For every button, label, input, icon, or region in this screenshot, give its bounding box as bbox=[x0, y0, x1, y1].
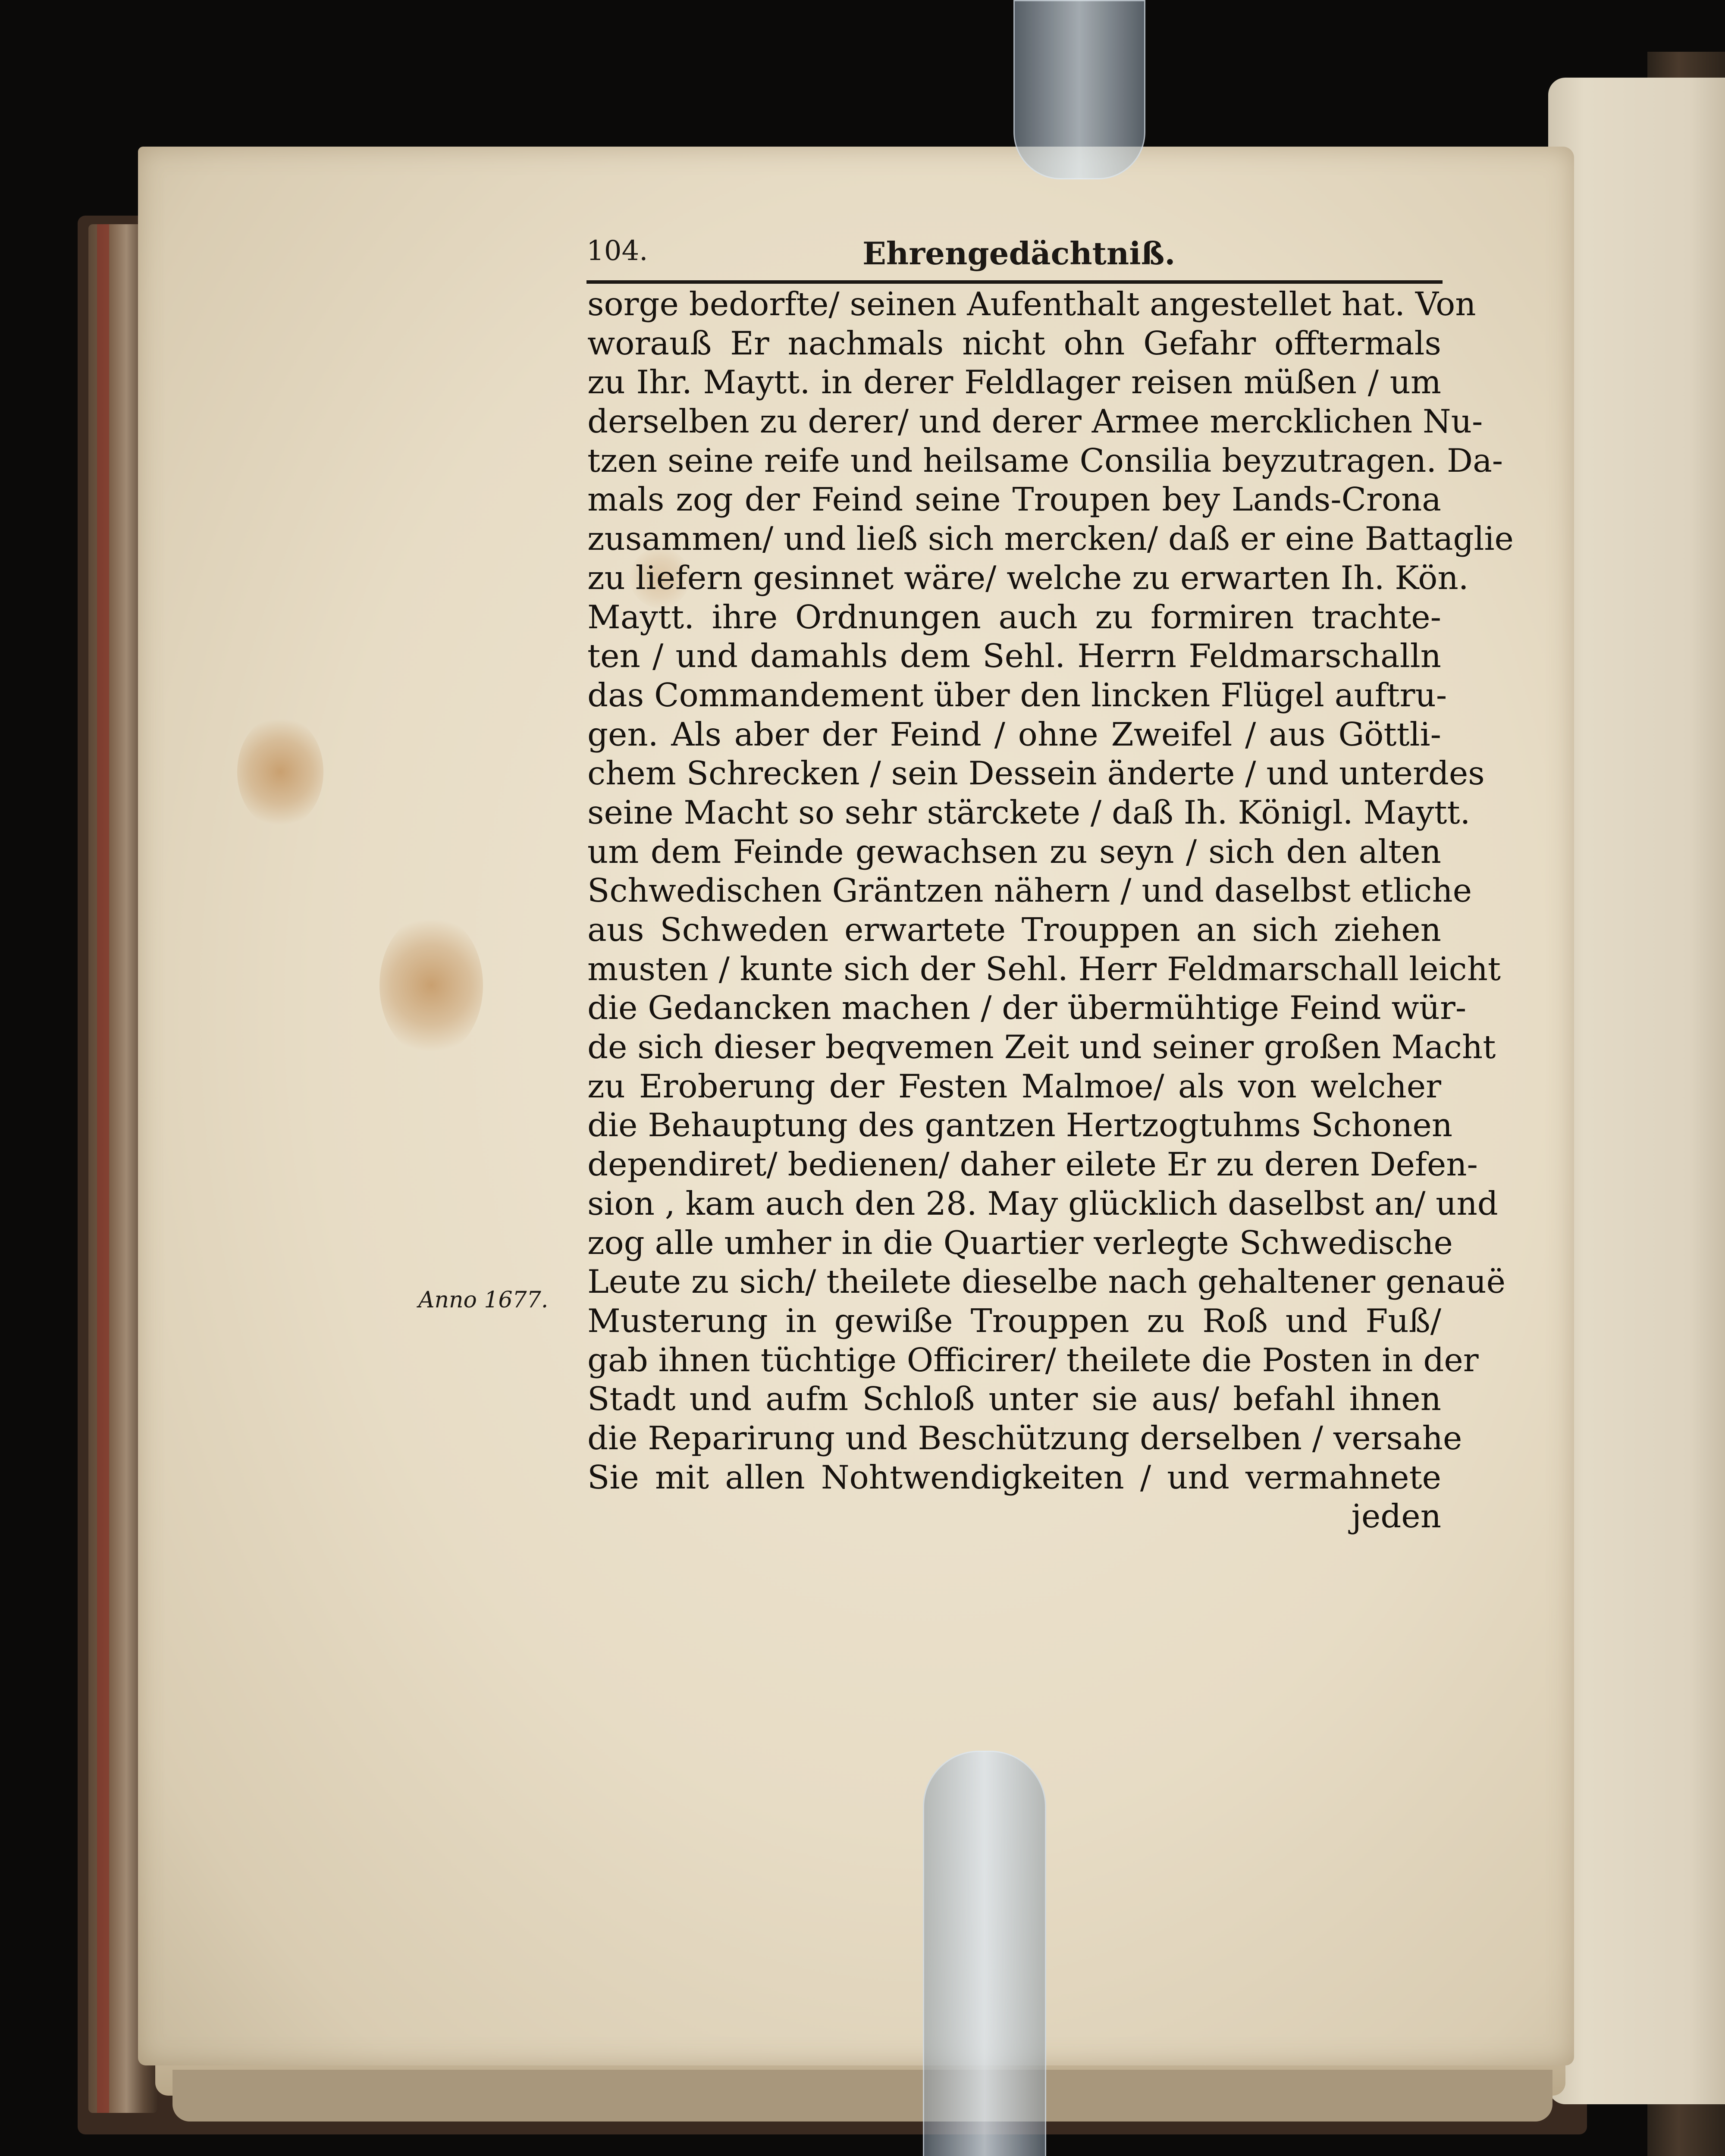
page-header bbox=[586, 235, 1449, 287]
text-line: die Gedancken machen / der übermühtige Feind wür- bbox=[587, 989, 1467, 1027]
page-stack-edge-lower bbox=[172, 2070, 1552, 2122]
text-line: zusammen/ und ließ sich mercken/ daß er eine Battaglie bbox=[587, 520, 1514, 558]
header-rule bbox=[586, 280, 1443, 284]
text-line: das Commandement über den lincken Flügel auftru- bbox=[587, 676, 1447, 714]
text-line: Leute zu sich/ theilete dieselbe nach gehaltener genauë bbox=[587, 1263, 1506, 1301]
text-line: zog alle umher in die Quartier verlegte Schwedische bbox=[587, 1223, 1453, 1262]
text-line: die Behauptung des gantzen Hertzogtuhms Schonen bbox=[587, 1106, 1453, 1144]
page-clip-top bbox=[1013, 0, 1145, 179]
foxing-stain bbox=[237, 716, 323, 828]
text-line: worauß Er nachmals nicht ohn Gefahr offtermals bbox=[587, 324, 1441, 362]
text-line: dependiret/ bedienen/ daher eilete Er zu deren Defen- bbox=[587, 1145, 1478, 1184]
text-line: Musterung in gewiße Trouppen zu Roß und Fuß/ bbox=[587, 1301, 1441, 1340]
page-clip-bottom bbox=[923, 1751, 1046, 2156]
text-line: tzen seine reife und heilsame Consilia beyzutragen. Da- bbox=[587, 441, 1503, 479]
text-line: Maytt. ihre Ordnungen auch zu formiren trachte- bbox=[587, 598, 1441, 636]
text-line: die Reparirung und Beschützung derselben / versahe bbox=[587, 1419, 1462, 1457]
text-line: Schwedischen Gräntzen nähern / und daselbst etliche bbox=[587, 871, 1472, 910]
text-line: de sich dieser beqvemen Zeit und seiner großen Macht bbox=[587, 1028, 1496, 1066]
text-line: um dem Feinde gewachsen zu seyn / sich den alten bbox=[587, 832, 1441, 871]
text-line: aus Schweden erwartete Trouppen an sich ziehen bbox=[587, 911, 1441, 949]
text-line: chem Schrecken / sein Dessein änderte / und unterdes bbox=[587, 754, 1485, 793]
text-line: jeden bbox=[1351, 1497, 1441, 1536]
body-text bbox=[587, 285, 1514, 1536]
text-line: zu liefern gesinnet wäre/ welche zu erwarten Ih. Kön. bbox=[587, 558, 1469, 597]
text-line: seine Macht so sehr stärckete / daß Ih. Königl. Maytt. bbox=[587, 793, 1471, 831]
spine-marbling bbox=[97, 224, 109, 2113]
text-line: sorge bedorfte/ seinen Aufenthalt angestellet hat. Von bbox=[587, 285, 1476, 323]
text-line: ten / und damahls dem Sehl. Herrn Feldmarschalln bbox=[587, 637, 1441, 675]
text-line: gab ihnen tüchtige Officirer/ theilete die Posten in der bbox=[587, 1341, 1479, 1379]
running-head: Ehrengedächtniß. bbox=[862, 235, 1176, 272]
page-number: 104. bbox=[586, 235, 648, 267]
text-line: musten / kunte sich der Sehl. Herr Feldmarschall leicht bbox=[587, 950, 1501, 988]
foxing-stain bbox=[380, 914, 483, 1056]
text-line: gen. Als aber der Feind / ohne Zweifel / aus Göttli- bbox=[587, 715, 1441, 753]
margin-note: Anno 1677. bbox=[418, 1287, 549, 1313]
text-line: mals zog der Feind seine Troupen bey Lands-Crona bbox=[587, 480, 1441, 519]
text-line: derselben zu derer/ und derer Armee mercklichen Nu- bbox=[587, 402, 1483, 441]
text-line: zu Ihr. Maytt. in derer Feldlager reisen müßen / um bbox=[587, 363, 1441, 401]
text-line: Sie mit allen Nohtwendigkeiten / und vermahnete bbox=[587, 1458, 1441, 1496]
right-facing-page bbox=[1548, 78, 1725, 2104]
text-line: Stadt und aufm Schloß unter sie aus/ befahl ihnen bbox=[587, 1380, 1441, 1418]
text-line: zu Eroberung der Festen Malmoe/ als von welcher bbox=[587, 1067, 1441, 1105]
text-line: sion , kam auch den 28. May glücklich daselbst an/ und bbox=[587, 1184, 1498, 1222]
